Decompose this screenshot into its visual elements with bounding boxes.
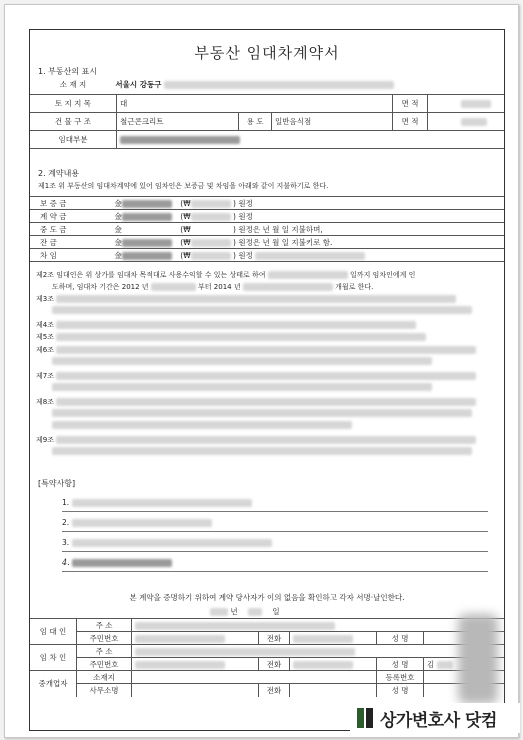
- building-area: [428, 112, 505, 130]
- broker-phone: [290, 684, 377, 697]
- land-value: 대: [117, 94, 393, 112]
- broker-phone-label: 전화: [259, 684, 290, 697]
- land-label: 토 지 지 목: [30, 94, 117, 112]
- page-title: 부동산 임대차계약서: [194, 44, 340, 62]
- property-table: [30, 76, 504, 149]
- special-term-4-num: 4.: [62, 558, 70, 567]
- landlord-address-label: 주 소: [77, 619, 132, 632]
- balance-label: 잔 금: [40, 237, 57, 247]
- article-5: [36, 332, 426, 342]
- money-table: [30, 196, 504, 262]
- article-8-cont: [52, 409, 472, 417]
- building-value: 철근콘크리트: [117, 112, 239, 130]
- special-terms: [36, 479, 496, 600]
- article-3: [36, 294, 456, 304]
- interim-won: 金: [114, 224, 122, 234]
- section-heading-terms: 2. 계약내용: [38, 169, 80, 178]
- deposit-won: 金: [114, 198, 122, 208]
- tenant-phone-label: 전화: [259, 658, 290, 671]
- article-8-num: 제8조: [36, 398, 54, 406]
- landlord-label: 임 대 인: [30, 619, 77, 645]
- use-value: 일반음식점: [272, 112, 393, 130]
- section-heading-property: 1. 부동산의 표시: [38, 67, 98, 76]
- tenant-address-label: 주 소: [77, 645, 132, 658]
- broker-location: [132, 671, 377, 684]
- landlord-id-label: 주민번호: [77, 632, 132, 645]
- location-label: 소 재 지: [59, 80, 87, 90]
- landlord-name-label: 성 명: [377, 632, 424, 645]
- article-6-cont: [52, 357, 432, 365]
- article-6: [36, 345, 476, 355]
- article-2-text-b: 일까지 임차인에게 인: [350, 271, 416, 279]
- rent-part-label: 임대부분: [30, 130, 117, 148]
- tenant-id: [132, 658, 259, 671]
- location-row: [30, 76, 504, 94]
- confirmation-text: 본 계약을 증명하기 위하여 계약 당사자가 이의 없음을 확인하고 각자 서명·날인한다.: [129, 593, 405, 602]
- land-area: [428, 94, 505, 112]
- tenant-label: 임 차 인: [30, 645, 77, 671]
- article-5-num: 제5조: [36, 333, 54, 341]
- article-2-text-e: 개월로 한다.: [335, 283, 374, 291]
- area-label-2: 면 적: [393, 112, 428, 130]
- rent-tail: ) 원정: [233, 250, 253, 260]
- broker-label: 중개업자: [30, 671, 77, 697]
- article-6-num: 제6조: [36, 346, 54, 354]
- special-term-2-num: 2.: [62, 518, 70, 527]
- interim-tail: ) 원정은 년 월 일 지불하며,: [233, 224, 323, 234]
- contract-frame: [29, 29, 505, 731]
- broker-reg-label: 등록번호: [377, 671, 424, 684]
- special-terms-title: [특약사항]: [38, 479, 76, 488]
- tenant-name-label: 성 명: [377, 658, 424, 671]
- area-label: 면 적: [393, 94, 428, 112]
- landlord-phone-label: 전화: [259, 632, 290, 645]
- rent-won: 金: [114, 250, 122, 260]
- down-payment-paren: (₩: [180, 211, 191, 221]
- rent-part-value: [117, 130, 505, 148]
- balance-won: 金: [114, 237, 122, 247]
- party-table: [30, 618, 504, 697]
- article-2-line-2: [52, 282, 373, 292]
- article-8: [36, 397, 476, 407]
- balance-tail: ) 원정은 년 월 일 지불키로 함.: [233, 237, 333, 247]
- rent-label: 차 임: [40, 250, 57, 260]
- article-7-cont: [52, 383, 432, 391]
- tenant-id-label: 주민번호: [77, 658, 132, 671]
- deposit-tail: ) 원정: [233, 198, 253, 208]
- document-page: [4, 4, 519, 738]
- book-icon: [356, 707, 374, 729]
- article-7: [36, 371, 476, 381]
- article-2-text-a: 제2조 임대인은 위 상가를 임대차 목적대로 사용수익할 수 있는 상태로 하여: [36, 271, 266, 279]
- article-4: [36, 320, 416, 330]
- article-9-cont: [52, 447, 472, 455]
- contract-date: [210, 606, 280, 617]
- broker-office: [132, 684, 259, 697]
- tenant-address: [132, 645, 505, 658]
- landlord-phone: [290, 632, 377, 645]
- article-9: [36, 435, 476, 445]
- balance-paren: (₩: [180, 237, 191, 247]
- article-8-cont-2: [52, 421, 352, 429]
- special-term-1-num: 1.: [62, 498, 70, 507]
- date-day: 일: [272, 607, 280, 616]
- special-term-4: [62, 558, 488, 572]
- special-term-3: [62, 538, 488, 552]
- deposit-label: 보 증 금: [40, 198, 67, 208]
- article-2-line-1: [36, 270, 415, 280]
- article-3-cont: [52, 306, 472, 314]
- tenant-name-initial: 김: [427, 659, 435, 669]
- landlord-address: [132, 619, 505, 632]
- tenant-phone: [290, 658, 377, 671]
- special-term-3-num: 3.: [62, 538, 70, 547]
- date-year: 년: [230, 607, 238, 616]
- article-1: 제1조 위 부동산의 임대차계약에 있어 임차인은 보증금 및 차임을 아래와 같이 지불하기로 한다.: [38, 182, 329, 190]
- building-label: 건 물 구 조: [30, 112, 117, 130]
- redacted-seal: [458, 614, 498, 704]
- broker-office-label: 사무소명: [77, 684, 132, 697]
- special-term-1: [62, 498, 488, 512]
- down-payment-label: 계 약 금: [40, 211, 67, 221]
- landlord-id: [132, 632, 259, 645]
- use-label: 용 도: [239, 112, 272, 130]
- article-9-num: 제9조: [36, 436, 54, 444]
- broker-name-label: 성 명: [377, 684, 424, 697]
- broker-location-label: 소재지: [77, 671, 132, 684]
- deposit-paren: (₩: [180, 198, 191, 208]
- interim-label: 중 도 금: [40, 224, 67, 234]
- article-3-num: 제3조: [36, 295, 54, 303]
- special-term-2: [62, 518, 488, 532]
- location-value: 서울시 강동구: [115, 80, 162, 90]
- rent-paren: (₩: [180, 250, 191, 260]
- article-7-num: 제7조: [36, 372, 54, 380]
- interim-paren: (₩: [180, 224, 191, 234]
- article-2-text-c: 도하며, 임대차 기간은 2012 년: [52, 283, 149, 291]
- watermark-logo: [350, 703, 520, 733]
- watermark-text: 상가변호사 닷컴: [380, 710, 497, 731]
- down-payment-tail: ) 원정: [233, 211, 253, 221]
- article-4-num: 제4조: [36, 321, 54, 329]
- article-2-text-d: 부터 2014 년: [198, 283, 241, 291]
- redacted-address: [164, 81, 394, 89]
- down-payment-won: 金: [114, 211, 122, 221]
